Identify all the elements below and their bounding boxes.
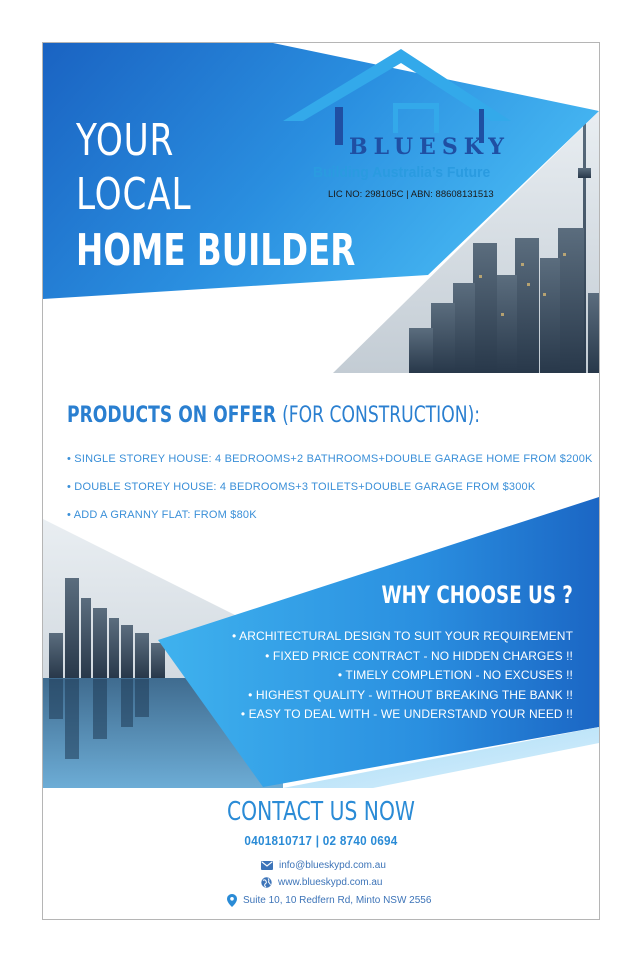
offer-item-3: • ADD A GRANNY FLAT: FROM $80K xyxy=(67,509,257,521)
why-item-5: • EASY TO DEAL WITH - WE UNDERSTAND YOUR NEED !! xyxy=(240,707,573,721)
headline-your: YOUR xyxy=(76,115,175,166)
license-info: LIC NO: 298105C | ABN: 88608131513 xyxy=(328,189,494,200)
why-item-2: • FIXED PRICE CONTRACT - NO HIDDEN CHARGES !! xyxy=(265,648,573,663)
contact-email-row[interactable] xyxy=(261,860,386,871)
why-item-3: • TIMELY COMPLETION - NO EXCUSES !! xyxy=(337,668,573,682)
contact-email[interactable]: info@blueskypd.com.au xyxy=(279,860,386,871)
flyer xyxy=(42,42,600,920)
why-item-1: • ARCHITECTURAL DESIGN TO SUIT YOUR REQUIREMENT xyxy=(232,629,573,643)
headline-home-builder: HOME BUILDER xyxy=(76,225,356,276)
house-roof-icon xyxy=(283,49,513,145)
contact-address-row xyxy=(227,894,431,907)
brand-tagline: Building Australia’s Future xyxy=(313,164,491,181)
contact-phones[interactable]: 0401810717 | 02 8740 0694 xyxy=(244,833,398,848)
offers-heading xyxy=(67,403,480,428)
headline-local: LOCAL xyxy=(76,169,192,220)
why-heading: WHY CHOOSE US ? xyxy=(381,581,573,609)
email-icon xyxy=(261,861,273,870)
contact-address: Suite 10, 10 Redfern Rd, Minto NSW 2556 xyxy=(243,895,432,906)
contact-heading: CONTACT US NOW xyxy=(227,797,415,827)
contact-website[interactable]: www.blueskypd.com.au xyxy=(278,877,383,888)
contact-website-row[interactable] xyxy=(261,877,383,888)
why-list xyxy=(232,627,573,725)
globe-icon xyxy=(261,877,272,888)
why-item-4: • HIGHEST QUALITY - WITHOUT BREAKING THE BANK !! xyxy=(248,687,573,702)
location-pin-icon xyxy=(227,894,237,907)
offer-item-2: • DOUBLE STOREY HOUSE: 4 BEDROOMS+3 TOILETS+DOUBLE GARAGE FROM $300K xyxy=(67,481,536,493)
offer-item-1: • SINGLE STOREY HOUSE: 4 BEDROOMS+2 BATHROOMS+DOUBLE GARAGE HOME FROM $200K xyxy=(67,453,593,465)
offers-heading-thin: (FOR CONSTRUCTION): xyxy=(282,403,481,428)
offers-heading-bold: PRODUCTS ON OFFER xyxy=(67,403,277,428)
brand-name: BLUESKY xyxy=(349,134,510,160)
